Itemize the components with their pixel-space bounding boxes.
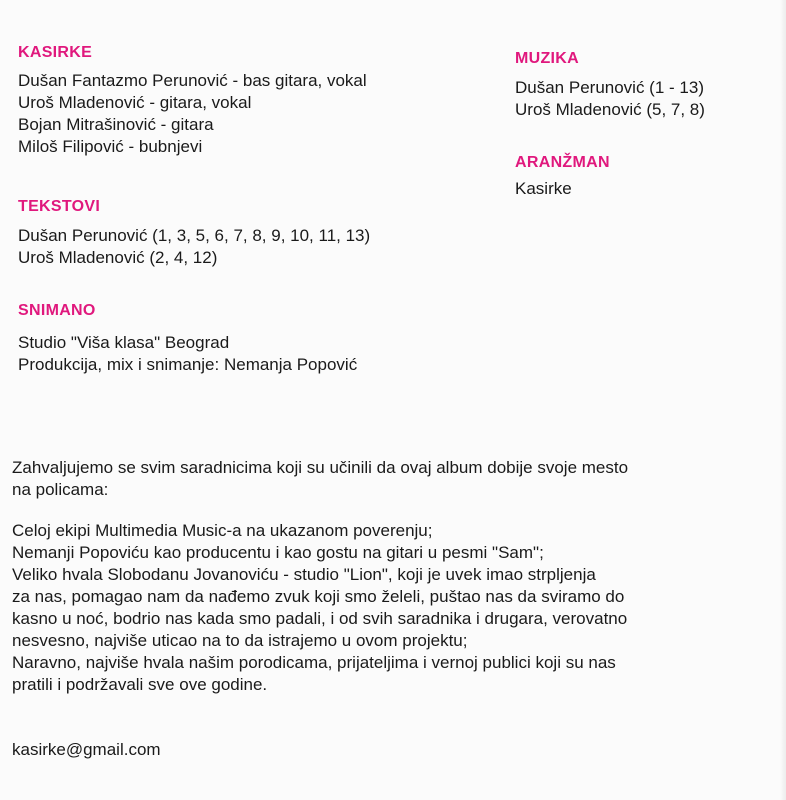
recording-credit-line: Produkcija, mix i snimanje: Nemanja Popović [18, 355, 358, 374]
thanks-line: Naravno, najviše hvala našim porodicama, prijateljima i vernoj publici koji su nas [12, 653, 616, 672]
member-line: Bojan Mitrašinović - gitara [18, 115, 214, 134]
thanks-intro [12, 457, 628, 501]
band-members-list [18, 70, 367, 158]
arrangement-credit-line: Kasirke [515, 179, 572, 198]
member-line: Uroš Mladenović - gitara, vokal [18, 93, 252, 112]
member-line: Miloš Filipović - bubnjevi [18, 137, 203, 156]
recording-credits-list [18, 332, 357, 376]
thanks-line: za nas, pomagao nam da nađemo zvuk koji smo želeli, puštao nas da sviramo do [12, 587, 625, 606]
thanks-intro-line: na policama: [12, 480, 109, 499]
thanks-line: Veliko hvala Slobodanu Jovanoviću - studio "Lion", koji je uvek imao strpljenja [12, 565, 596, 584]
lyrics-credits-list [18, 225, 370, 269]
thanks-line: kasno u noć, bodrio nas kada smo padali, i od svih saradnika i drugara, verovatno [12, 609, 628, 628]
aranzman-heading: ARANŽMAN [515, 154, 610, 171]
contact-email[interactable]: kasirke@gmail.com [12, 740, 161, 759]
muzika-heading: MUZIKA [515, 50, 580, 67]
snimano-heading: SNIMANO [18, 302, 96, 319]
thanks-line: Nemanji Popoviću kao producentu i kao gostu na gitari u pesmi "Sam"; [12, 543, 544, 562]
page-edge-shadow [780, 0, 786, 800]
thanks-line: pratili i podržavali sve ove godine. [12, 675, 268, 694]
recording-credit-line: Studio "Viša klasa" Beograd [18, 333, 230, 352]
lyrics-credit-line: Uroš Mladenović (2, 4, 12) [18, 248, 218, 267]
music-credits-list [515, 77, 705, 121]
thanks-intro-line: Zahvaljujemo se svim saradnicima koji su učinili da ovaj album dobije svoje mesto [12, 458, 629, 477]
music-credit-line: Uroš Mladenović (5, 7, 8) [515, 100, 705, 119]
music-credit-line: Dušan Perunović (1 - 13) [515, 78, 704, 97]
thanks-body [12, 520, 627, 696]
thanks-line: Celoj ekipi Multimedia Music-a na ukazanom poverenju; [12, 521, 433, 540]
arrangement-credits-list [515, 178, 572, 200]
member-line: Dušan Fantazmo Perunović - bas gitara, vokal [18, 71, 367, 90]
tekstovi-heading: TEKSTOVI [18, 198, 101, 215]
thanks-line: nesvesno, najviše uticao na to da istrajemo u ovom projektu; [12, 631, 468, 650]
lyrics-credit-line: Dušan Perunović (1, 3, 5, 6, 7, 8, 9, 10, 11, 13) [18, 226, 371, 245]
kasirke-heading: KASIRKE [18, 44, 93, 61]
